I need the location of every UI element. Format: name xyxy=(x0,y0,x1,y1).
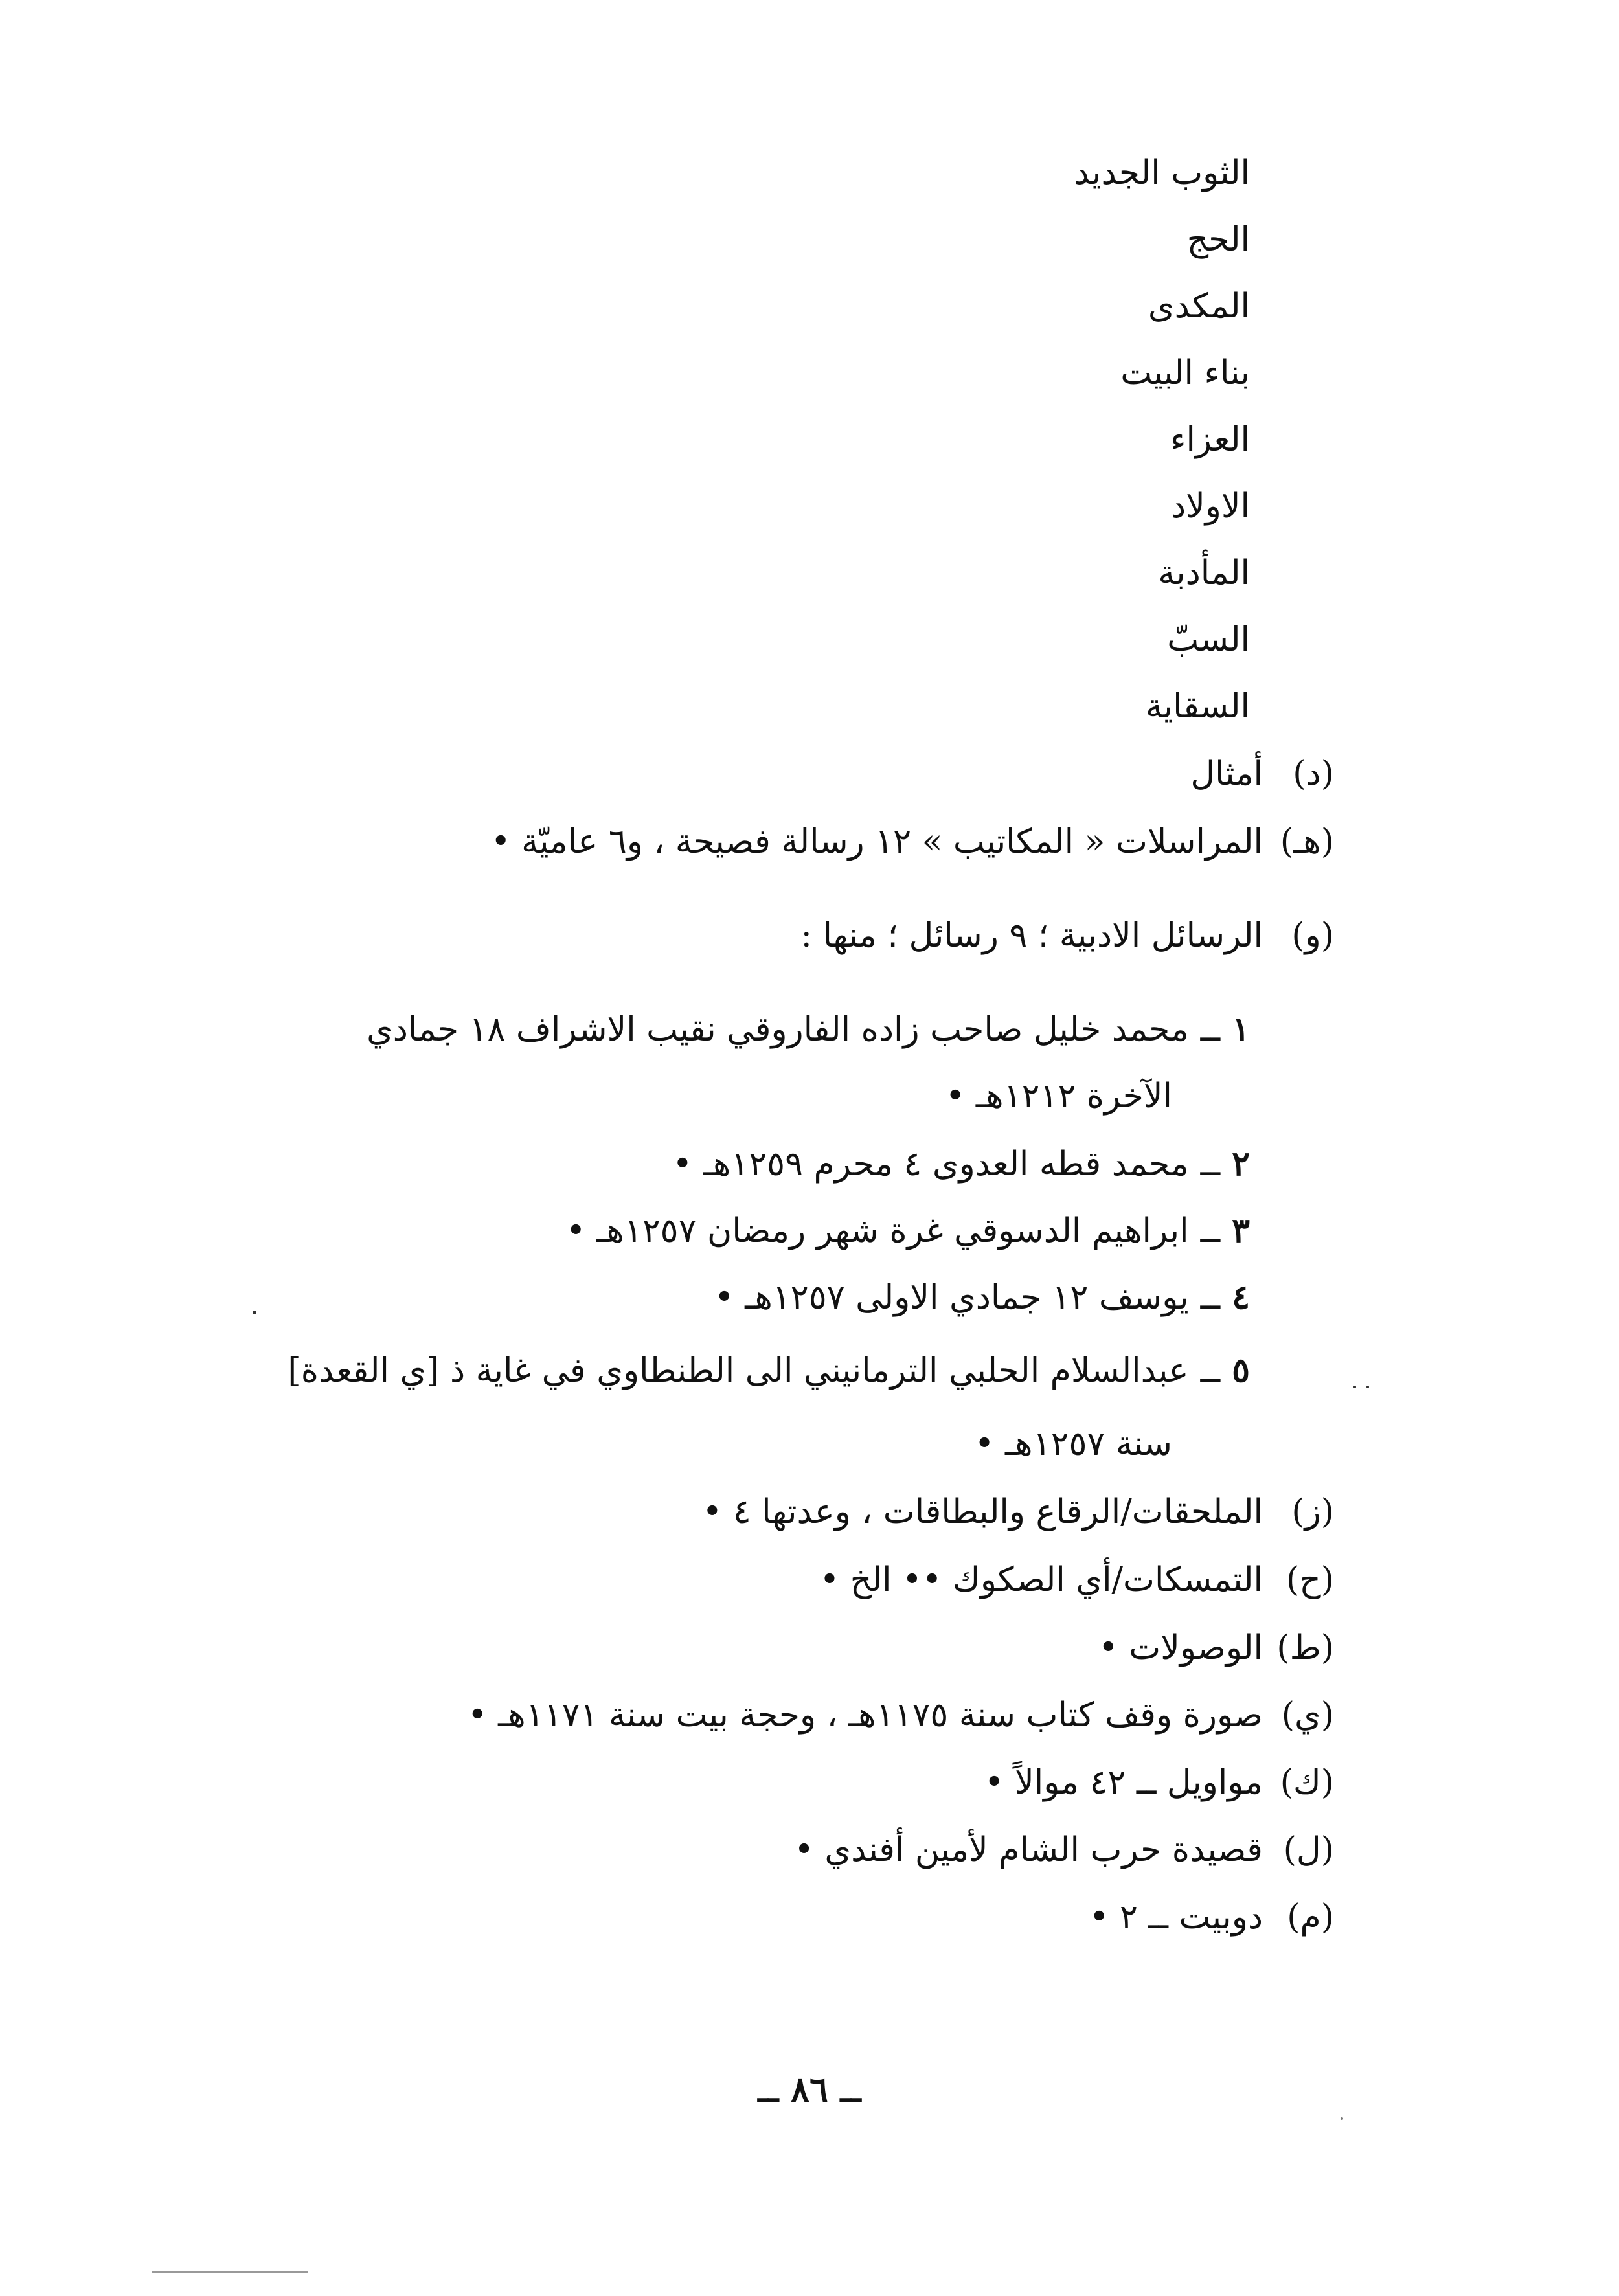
scan-speck xyxy=(1341,2117,1343,2120)
letter-number: ٤ xyxy=(1232,1277,1250,1317)
section-item-h xyxy=(491,819,1334,864)
letter-text: يوسف ١٢ جمادي الاولى ١٢٥٧هـ • xyxy=(714,1278,1189,1317)
dash: ــ xyxy=(1200,1211,1221,1250)
section-item-hh xyxy=(820,1557,1334,1603)
subject-item: بناء البيت xyxy=(1120,354,1250,392)
item-text: صورة وقف كتاب سنة ١١٧٥هـ ، وحجة بيت سنة ١١٧١هـ • xyxy=(467,1696,1263,1735)
item-label: (ز) xyxy=(1291,1492,1334,1531)
item-label: (ل) xyxy=(1283,1830,1334,1869)
letter-item-5-continuation: سنة ١٢٥٧هـ • xyxy=(974,1424,1172,1463)
item-label: (ح) xyxy=(1285,1560,1334,1599)
item-text: دوبيت ــ ٢ • xyxy=(1089,1898,1263,1937)
section-item-y xyxy=(468,1693,1334,1738)
scan-edge-line xyxy=(152,2271,308,2273)
section-item-w xyxy=(800,913,1334,958)
letter-text: محمد قطه العدوى ٤ محرم ١٢٥٩هـ • xyxy=(672,1145,1189,1184)
section-item-z xyxy=(703,1489,1334,1535)
item-label: (و) xyxy=(1291,916,1334,955)
section-item-l xyxy=(794,1827,1334,1873)
letter-number: ٣ xyxy=(1232,1211,1250,1250)
letter-item-5 xyxy=(288,1348,1250,1393)
letter-item-3 xyxy=(566,1208,1250,1254)
letter-item-1-continuation: الآخرة ١٢١٢هـ • xyxy=(945,1077,1172,1116)
page-number: ــ ٨٦ ــ xyxy=(758,2069,861,2110)
scan-speck xyxy=(1353,1386,1356,1388)
section-item-k xyxy=(984,1760,1334,1805)
item-text: قصيدة حرب الشام لأمين أفندي • xyxy=(794,1830,1263,1869)
item-label: (هـ) xyxy=(1280,822,1334,861)
letter-text: محمد خليل صاحب زاده الفاروقي نقيب الاشراف ١٨ جمادي xyxy=(367,1010,1189,1049)
subject-item: السقاية xyxy=(1145,687,1250,726)
subject-item: المأدبة xyxy=(1158,554,1250,592)
subject-item: الحج xyxy=(1186,220,1250,259)
letter-item-1 xyxy=(367,1007,1250,1052)
subject-item: الاولاد xyxy=(1170,487,1250,526)
item-text: المراسلات « المكاتيب » ١٢ رسالة فصيحة ، و٦ عاميّة • xyxy=(490,822,1263,861)
item-text: الملحقات/الرقاع والبطاقات ، وعدتها ٤ • xyxy=(702,1492,1263,1531)
letter-text: عبدالسلام الحلبي الترمانيني الى الطنطاوي في غاية ذ [ي القعدة] xyxy=(288,1351,1189,1390)
section-item-t xyxy=(1098,1625,1334,1671)
letter-item-4 xyxy=(714,1275,1250,1320)
subject-item: السبّ xyxy=(1167,620,1250,659)
item-text: الوصولات • xyxy=(1098,1628,1263,1667)
subject-item: المكدى xyxy=(1148,287,1250,326)
letter-text: ابراهيم الدسوقي غرة شهر رمضان ١٢٥٧هـ • xyxy=(565,1211,1189,1250)
letter-number: ١ xyxy=(1232,1009,1250,1049)
subject-item: العزاء xyxy=(1170,420,1250,459)
subject-item: الثوب الجديد xyxy=(1074,153,1250,192)
section-item-d xyxy=(1190,751,1334,796)
item-text: مواويل ــ ٤٢ موالاً • xyxy=(984,1763,1263,1802)
section-item-m xyxy=(1089,1895,1334,1940)
item-text: أمثال xyxy=(1190,754,1263,793)
item-label: (ي) xyxy=(1281,1696,1334,1735)
scan-speck xyxy=(253,1311,256,1314)
item-text: الرسائل الادبية ؛ ٩ رسائل ؛ منها : xyxy=(800,916,1263,955)
scan-speck xyxy=(1366,1386,1369,1388)
dash: ــ xyxy=(1200,1278,1221,1317)
dash: ــ xyxy=(1200,1145,1221,1184)
item-label: (ط) xyxy=(1276,1628,1334,1667)
letter-number: ٢ xyxy=(1232,1144,1250,1184)
item-label: (م) xyxy=(1287,1898,1334,1937)
item-label: (ك) xyxy=(1280,1763,1334,1802)
dash: ــ xyxy=(1200,1010,1221,1049)
item-text: التمسكات/أي الصكوك •• الخ • xyxy=(819,1560,1263,1599)
letter-number: ٥ xyxy=(1232,1351,1250,1390)
letter-item-2 xyxy=(672,1142,1250,1187)
dash: ــ xyxy=(1200,1351,1221,1390)
item-label: (د) xyxy=(1293,754,1334,793)
